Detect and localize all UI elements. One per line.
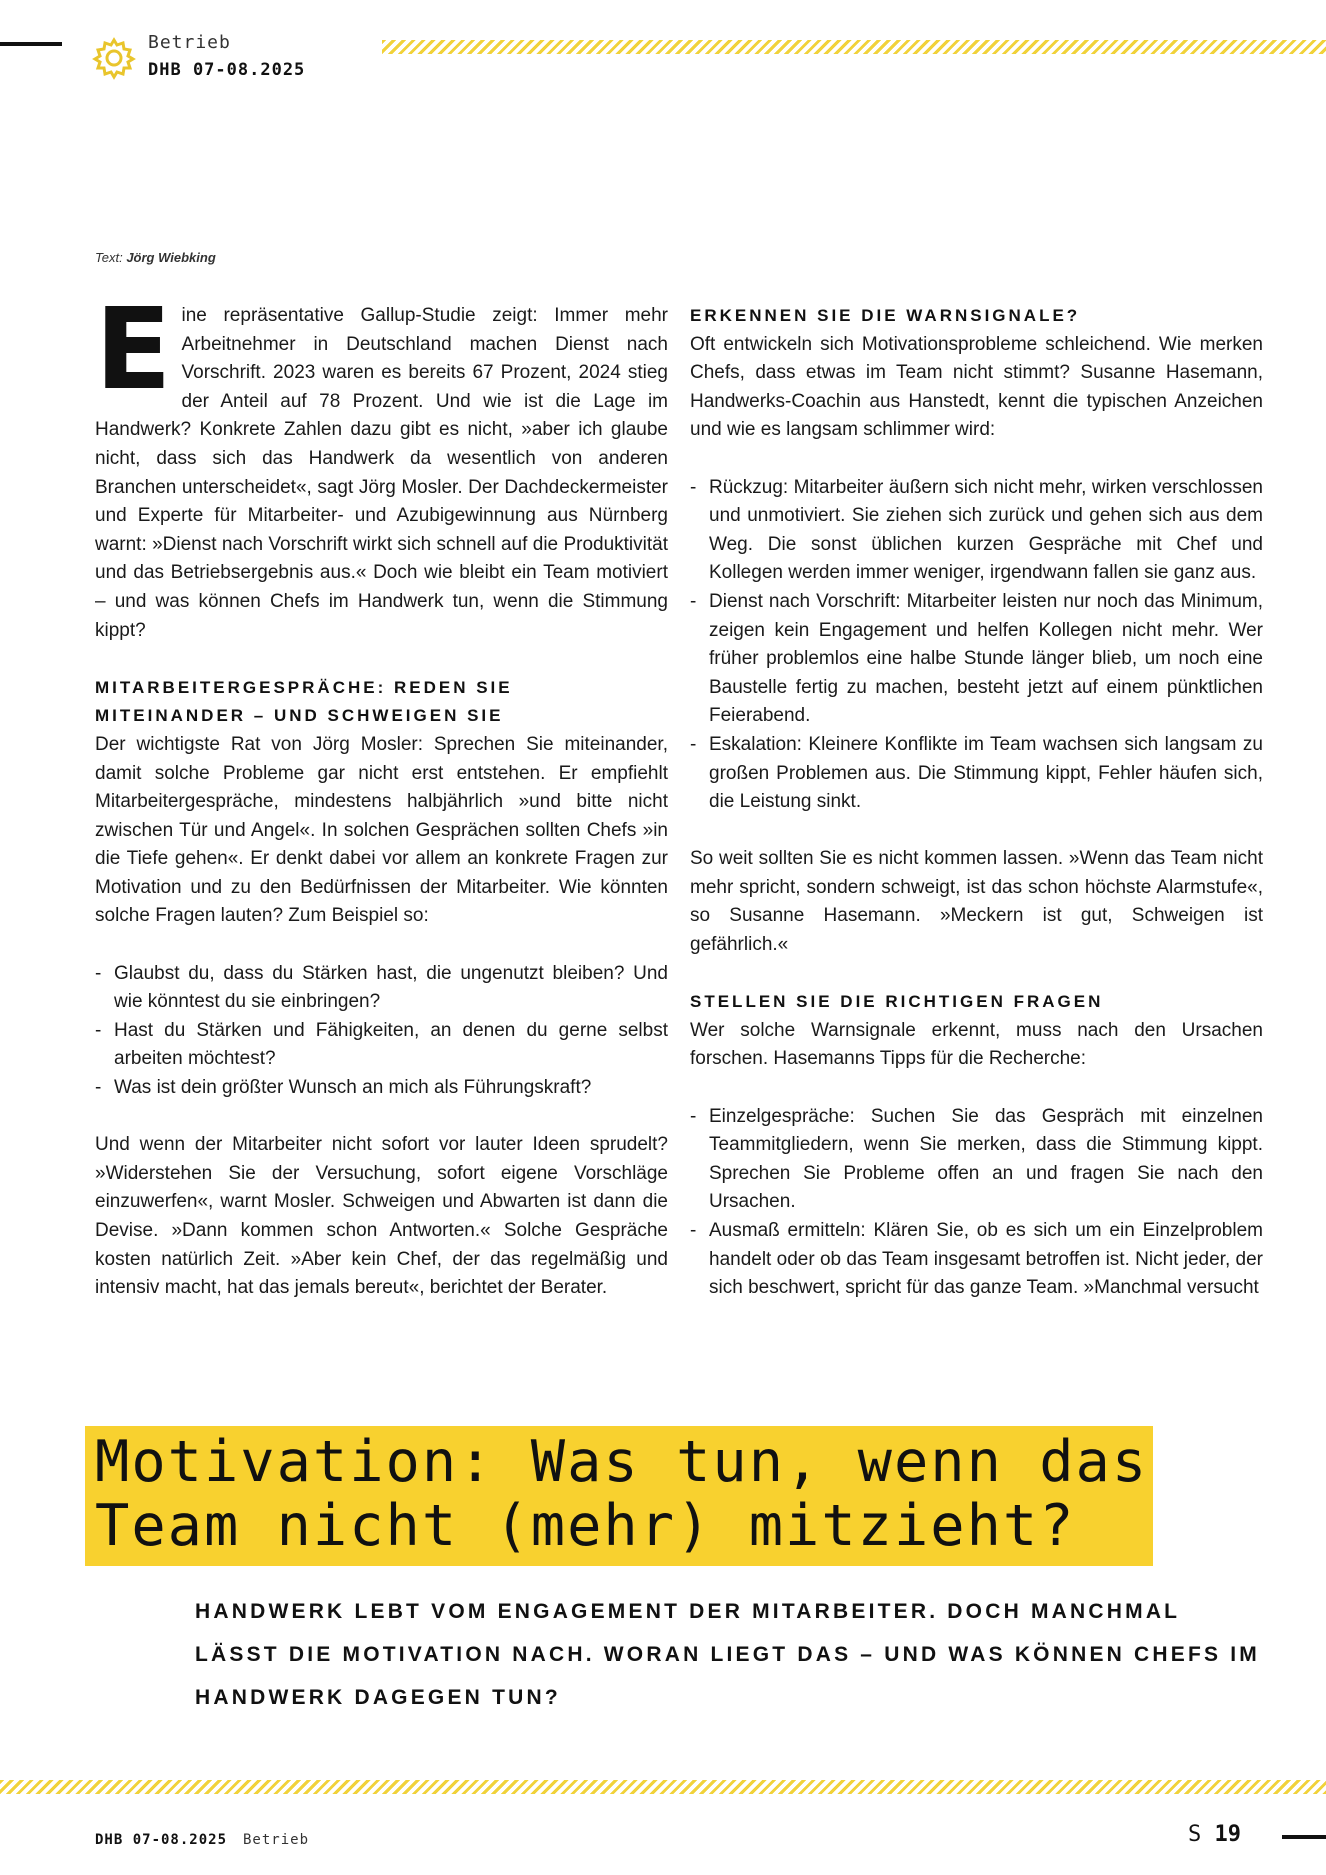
article-column-right [690,302,1263,1303]
byline [95,250,216,265]
page-number [1188,1822,1241,1847]
list-item: - Eskalation: Kleinere Konflikte im Team wachsen sich langsam zu großen Problemen aus. Die Stimmung kippt, Fehler häufen sich, die Leistung sinkt. [690,731,1263,817]
gear-icon [92,36,136,80]
section2-text: Oft entwickeln sich Motivationsprobleme schleichend. Wie merken Chefs, dass etwas im Team nicht stimmt? Susanne Hasemann, Handwerks-Coachin aus Hanstedt, kennt die typischen Anzeichen und wie es langsam schlimmer wird: [690,333,1263,441]
section-heading-warnsignale: ERKENNEN SIE DIE WARNSIGNALE? [690,306,1081,325]
section2-closing: So weit sollten Sie es nicht kommen lassen. »Wenn das Team nicht mehr spricht, sondern schweigt, ist das schon höchste Alarmstufe«, so Susanne Hasemann. »Meckern ist gut, Schweigen ist gefährlich.« [690,848,1263,956]
byline-author: Jörg Wiebking [126,250,216,265]
section-heading-fragen: STELLEN SIE DIE RICHTIGEN FRAGEN [690,992,1104,1012]
warning-signal-list [690,474,1263,817]
list-item: - Glaubst du, dass du Stärken hast, die ungenutzt bleiben? Und wie könntest du sie einbringen? [95,960,668,1017]
footer-issue-label: DHB 07-08.2025 [95,1832,228,1848]
page-number-value: 19 [1214,1822,1241,1847]
list-item: - Was ist dein größter Wunsch an mich als Führungskraft? [95,1074,668,1103]
headline-line-1: Motivation: Was tun, wenn das [95,1429,1149,1495]
footer-rule [1282,1835,1326,1839]
page-title [95,1430,1155,1558]
section1-text: Der wichtigste Rat von Jörg Mosler: Sprechen Sie miteinander, damit solche Probleme gar nicht erst entstehen. Er empfiehlt Mitarbeitergespräche, mindestens halbjährlich »und bitte nicht zwischen Tür und Angel«. In solchen Gesprächen sollten Chefs »in die Tiefe gehen«. Er denkt dabei vor allem an konkrete Fragen zur Motivation und zu den Bedürfnissen der Mitarbeiter. Wie könnten solche Fragen lauten? Zum Beispiel so: [95,733,668,927]
list-item: - Rückzug: Mitarbeiter äußern sich nicht mehr, wirken verschlossen und unmotiviert. Sie ziehen sich zurück und gehen sich aus dem Weg. Die sonst üblichen kurzen Gespräche mit Chef und Kollegen werden immer weniger, irgendwann fallen sie ganz aus. [690,474,1263,588]
footer-hatch-stripe [0,1780,1326,1794]
teaser-text: HANDWERK LEBT VOM ENGAGEMENT DER MITARBEITER. DOCH MANCHMAL LÄSST DIE MOTIVATION NACH. WORAN LIEGT DAS – UND WAS KÖNNEN CHEFS IM HANDWERK DAGEGEN TUN? [195,1600,1260,1709]
list-item: - Ausmaß ermitteln: Klären Sie, ob es sich um ein Einzelproblem handelt oder ob das Team insgesamt betroffen ist. Nicht jeder, der sich beschwert, spricht für das ganze Team. »Manchmal versucht [690,1217,1263,1303]
page-prefix: S [1188,1822,1202,1847]
footer-section-label: Betrieb [243,1832,310,1848]
header-section-label: Betrieb [148,32,231,53]
header-hatch-stripe [382,40,1326,54]
intro-text: ine repräsentative Gallup-Studie zeigt: Immer mehr Arbeitnehmer in Deutschland machen Dienst nach Vorschrift. 2023 waren es bereits 67 Prozent, 2024 stieg der Anteil auf 78 Prozent. Und wie ist die Lage im Handwerk? Konkrete Zahlen dazu gibt es nicht, »aber ich glaube nicht, dass sich das Handwerk da wesentlich von anderen Branchen unterscheidet«, sagt Jörg Mosler. Der Dachdeckermeister und Experte für Mitarbeiter- und Azubigewinnung aus Nürnberg warnt: »Dienst nach Vorschrift wirkt sich schnell auf die Produktivität und das Betriebsergebnis aus.« Doch wie bleibt ein Team motiviert – und was können Chefs im Handwerk tun, wenn die Stimmung kippt? [95,305,668,641]
header-rule [0,42,62,46]
section1-closing: Und wenn der Mitarbeiter nicht sofort vor lauter Ideen sprudelt? »Widerstehen Sie der Versuchung, sofort eigene Vorschläge einzuwerfen«, warnt Mosler. Schweigen und Abwarten ist dann die Devise. »Dann kommen schon Antworten.« Solche Gespräche kosten natürlich Zeit. »Aber kein Chef, der das regelmäßig und intensiv macht, hat das jemals bereut«, berichtet der Berater. [95,1134,668,1299]
byline-prefix: Text: [95,250,123,265]
list-item: - Hast du Stärken und Fähigkeiten, an denen du gerne selbst arbeiten möchtest? [95,1017,668,1074]
question-list [95,960,668,1103]
tips-list [690,1103,1263,1303]
intro-paragraph [95,285,668,645]
list-item: - Dienst nach Vorschrift: Mitarbeiter leisten nur noch das Minimum, zeigen kein Engagement und helfen Kollegen nicht mehr. Wer früher problemlos eine halbe Stunde länger blieb, um noch eine Baustelle fertig zu machen, besteht jetzt auf einem pünktlichen Feierabend. [690,588,1263,731]
headline-line-2: Team nicht (mehr) mitzieht? [95,1493,1076,1559]
dropcap: E [95,285,172,415]
header-issue-label: DHB 07-08.2025 [148,60,306,80]
section-heading-mitarbeitergespraeche: MITARBEITERGESPRÄCHE: REDEN SIE MITEINANDER – UND SCHWEIGEN SIE [95,677,513,726]
list-item: - Einzelgespräche: Suchen Sie das Gespräch mit einzelnen Teammitgliedern, wenn Sie merken, dass die Stimmung kippt. Sprechen Sie Probleme offen an und fragen Sie nach den Ursachen. [690,1103,1263,1217]
article-column-left [95,285,668,1303]
section3-text: Wer solche Warnsignale erkennt, muss nach den Ursachen forschen. Hasemanns Tipps für die Recherche: [690,1019,1263,1070]
